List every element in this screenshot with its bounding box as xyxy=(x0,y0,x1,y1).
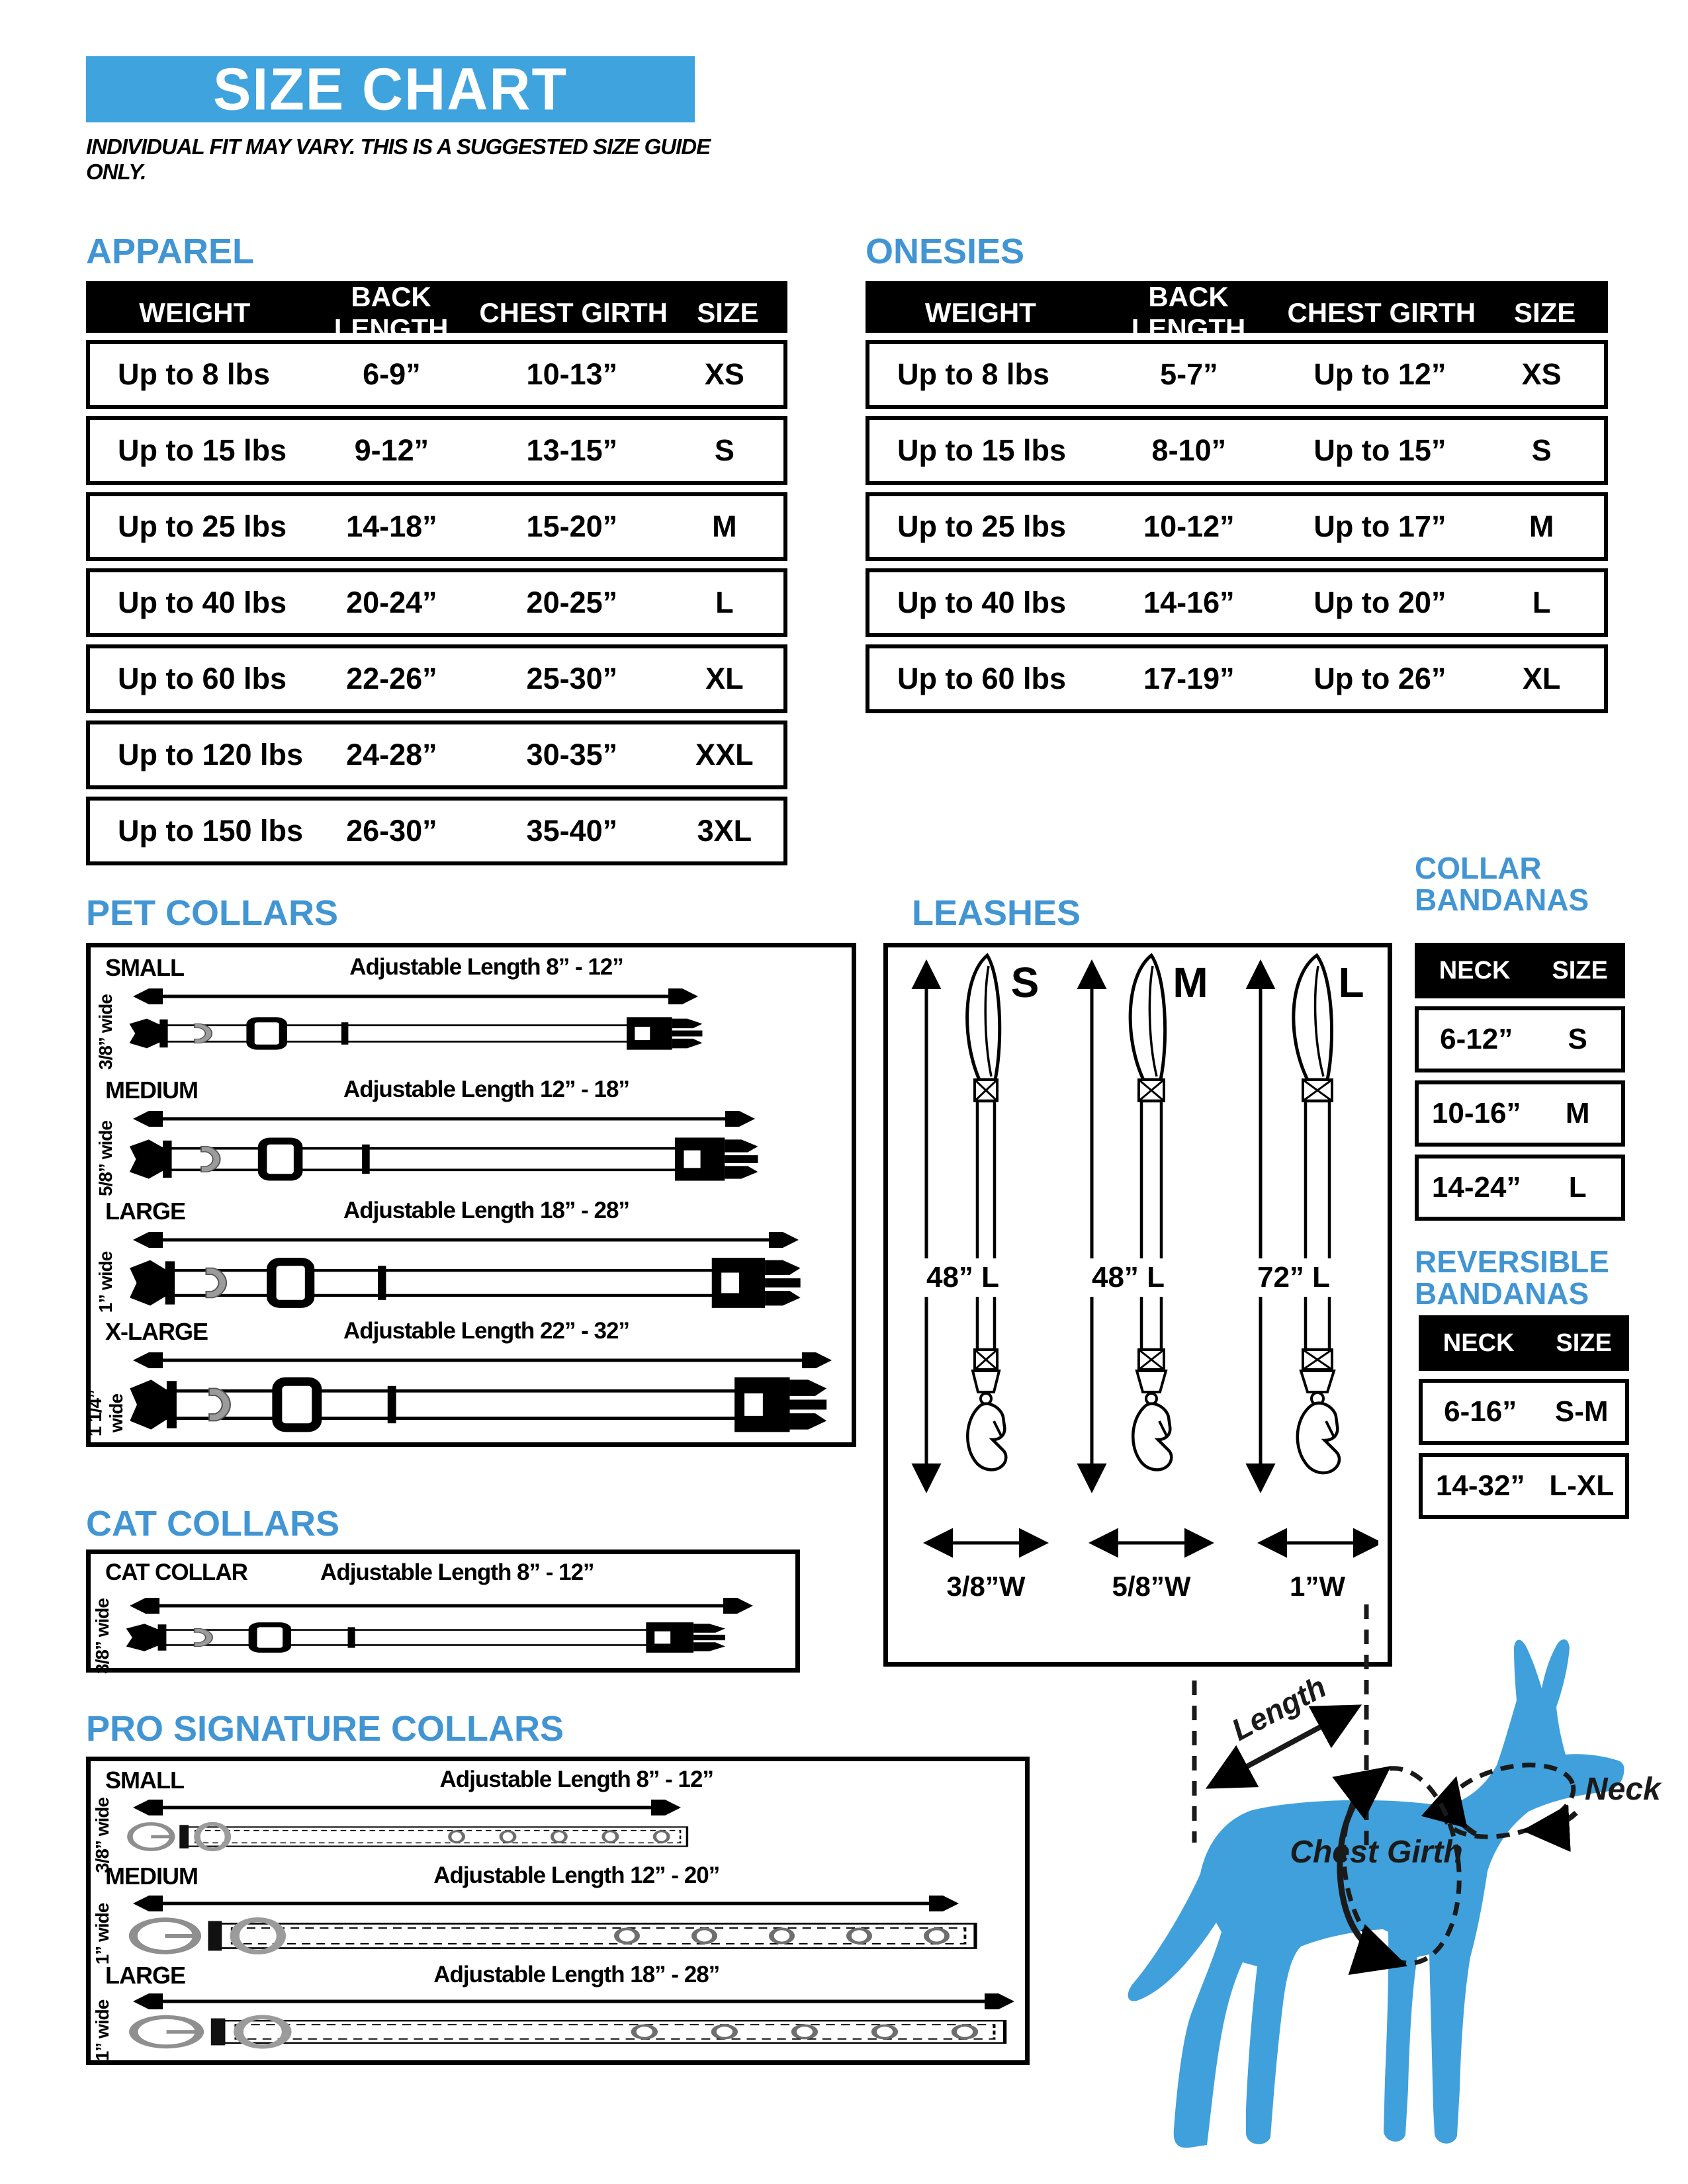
pro-collars-box xyxy=(86,1757,1030,2065)
collar-bandanas-table xyxy=(1415,943,1625,1221)
length-arrow-icon xyxy=(130,1993,1017,2009)
pet-collar-row xyxy=(85,1318,852,1437)
cell: S-M xyxy=(1554,1395,1609,1428)
bandana-table-header xyxy=(1415,943,1625,998)
cell: 35-40” xyxy=(526,814,618,848)
bandana-table-header xyxy=(1419,1315,1629,1371)
cell: Up to 150 lbs xyxy=(118,814,304,848)
cell: 5-7” xyxy=(1160,357,1218,391)
leash-size-label: L xyxy=(1338,959,1364,1006)
cell: L xyxy=(1532,586,1551,619)
table-row xyxy=(866,644,1608,713)
collar-diagram xyxy=(127,1015,709,1052)
belt-collar-diagram xyxy=(124,2012,1014,2052)
onesies-table-header xyxy=(866,281,1608,344)
cell: 10-13” xyxy=(526,357,618,391)
cell: L-XL xyxy=(1549,1469,1615,1502)
cell: L xyxy=(1568,1171,1587,1203)
collar-length-label: Adjustable Length 8” - 12” xyxy=(439,1767,713,1792)
cat-collars-box xyxy=(86,1550,800,1673)
leash-length-label: 72” L xyxy=(1257,1261,1331,1293)
cell: Up to 60 lbs xyxy=(118,662,287,695)
onesies-table xyxy=(866,281,1608,713)
cell: 6-12” xyxy=(1440,1023,1513,1055)
cell: 6-16” xyxy=(1444,1395,1517,1428)
column-header: BACK LENGTH xyxy=(1131,281,1246,344)
column-header: SIZE xyxy=(1513,297,1576,328)
length-label: Length xyxy=(1225,1669,1332,1747)
pro-collar-row xyxy=(91,1767,1025,1873)
pet-collar-row xyxy=(91,954,852,1073)
table-row xyxy=(86,644,787,713)
column-header: NECK xyxy=(1439,956,1511,984)
cell: L xyxy=(715,586,734,619)
cell: Up to 8 lbs xyxy=(897,357,1050,391)
dog-silhouette xyxy=(1128,1639,1624,2148)
cell: S xyxy=(714,433,734,467)
cell: XL xyxy=(705,662,744,695)
cell: 10-16” xyxy=(1431,1097,1521,1129)
chest-girth-label: Chest Girth xyxy=(1290,1835,1463,1870)
leash-width-label: 5/8”W xyxy=(1112,1571,1191,1602)
cell: 14-32” xyxy=(1435,1469,1525,1502)
reversible-bandanas-heading xyxy=(1415,1246,1653,1310)
reversible-bandanas-table xyxy=(1419,1315,1629,1519)
table-row xyxy=(1419,1379,1629,1445)
page-subtitle: INDIVIDUAL FIT MAY VARY. THIS IS A SUGGESTED SIZE GUIDE ONLY. xyxy=(86,134,711,184)
cell: 9-12” xyxy=(354,433,429,467)
collar-width-label: 1” wide xyxy=(92,1999,112,2062)
pro-collar-row xyxy=(91,1862,1025,1965)
collar-length-label: Adjustable Length 22” - 32” xyxy=(343,1318,629,1344)
table-row xyxy=(86,416,787,485)
leash-width-label: 1”W xyxy=(1290,1571,1345,1602)
leash-small xyxy=(926,955,1042,1543)
table-row xyxy=(86,492,787,561)
cell: 17-19” xyxy=(1143,662,1235,695)
collar-bandanas-heading xyxy=(1415,852,1653,916)
table-row xyxy=(86,721,787,789)
leash-large xyxy=(1261,955,1376,1543)
cell: Up to 15” xyxy=(1313,433,1446,467)
column-header: NECK xyxy=(1443,1329,1515,1357)
cell: S xyxy=(1531,433,1552,467)
collar-size-label: MEDIUM xyxy=(105,1076,198,1104)
cell: 24-28” xyxy=(346,738,437,771)
leash-length-label: 48” L xyxy=(1091,1261,1165,1293)
collar-size-label: SMALL xyxy=(105,954,184,981)
collar-width-label: 5/8” wide xyxy=(95,1121,116,1196)
cell: 14-18” xyxy=(346,509,437,543)
pet-collar-row xyxy=(91,1076,852,1196)
cell: Up to 40 lbs xyxy=(118,586,287,619)
cell: 10-12” xyxy=(1143,509,1235,543)
title-banner xyxy=(86,56,695,122)
cell: XL xyxy=(1522,662,1561,695)
heading-text: COLLAR BANDANAS xyxy=(1415,851,1589,918)
cell: XXL xyxy=(695,738,754,771)
collar-size-label: SMALL xyxy=(105,1767,184,1794)
cell: Up to 25 lbs xyxy=(118,509,287,543)
cell: 15-20” xyxy=(526,509,618,543)
table-row xyxy=(86,568,787,637)
collar-size-label: MEDIUM xyxy=(105,1862,198,1890)
length-arrow-icon xyxy=(130,1800,684,1815)
cell: Up to 20” xyxy=(1313,586,1446,619)
leash-medium xyxy=(1092,955,1208,1543)
apparel-table-header xyxy=(86,281,787,344)
leashes-heading: LEASHES xyxy=(912,893,1081,933)
column-header: CHEST GIRTH xyxy=(1287,297,1476,328)
column-header: SIZE xyxy=(1556,1329,1612,1357)
length-arrow-icon xyxy=(130,1896,961,1911)
cell: 25-30” xyxy=(526,662,618,695)
cell: 14-24” xyxy=(1431,1171,1521,1203)
leash-width-label: 3/8”W xyxy=(946,1571,1026,1602)
table-row xyxy=(866,492,1608,561)
length-arrow-icon xyxy=(130,1111,758,1127)
cell: XS xyxy=(1521,357,1562,391)
cell: 26-30” xyxy=(346,814,437,848)
length-arrow-icon xyxy=(130,988,701,1004)
collar-width-label: 1” wide xyxy=(92,1903,112,1965)
column-header: SIZE xyxy=(697,297,759,328)
apparel-heading: APPAREL xyxy=(86,232,255,271)
cell: M xyxy=(1565,1097,1590,1129)
column-header: WEIGHT xyxy=(139,297,251,328)
collar-size-label: CAT COLLAR xyxy=(105,1559,247,1585)
cell: 22-26” xyxy=(346,662,437,695)
table-row xyxy=(1419,1453,1629,1519)
cell: 30-35” xyxy=(526,738,618,771)
pet-collars-box xyxy=(86,943,856,1447)
cell: Up to 8 lbs xyxy=(118,357,271,391)
cell: Up to 60 lbs xyxy=(897,662,1067,695)
pro-collar-row xyxy=(91,1962,1025,2062)
heading-text: REVERSIBLE BANDANAS xyxy=(1415,1245,1609,1311)
table-row xyxy=(866,340,1608,409)
cell: 8-10” xyxy=(1151,433,1227,467)
cell: XS xyxy=(704,357,744,391)
cell: S xyxy=(1568,1023,1587,1055)
pro-collars-heading: PRO SIGNATURE COLLARS xyxy=(86,1709,564,1749)
collar-width-label: 1 1/4” wide xyxy=(85,1389,126,1437)
collar-diagram xyxy=(127,1254,809,1311)
cell: Up to 15 lbs xyxy=(897,433,1067,467)
pet-collars-heading: PET COLLARS xyxy=(86,893,339,933)
collar-length-label: Adjustable Length 18” - 28” xyxy=(343,1198,629,1223)
leashes-diagram xyxy=(888,947,1378,1653)
length-arrow-icon xyxy=(130,1232,801,1248)
onesies-heading: ONESIES xyxy=(866,232,1025,271)
leashes-box xyxy=(883,943,1392,1667)
cell: Up to 12” xyxy=(1313,357,1446,391)
cell: M xyxy=(1529,509,1554,543)
collar-diagram xyxy=(127,1374,835,1436)
cat-collars-heading: CAT COLLARS xyxy=(86,1504,339,1544)
collar-diagram xyxy=(127,1135,766,1184)
cell: 14-16” xyxy=(1143,586,1235,619)
collar-width-label: 3/8” wide xyxy=(92,1798,112,1873)
table-row xyxy=(1415,1080,1625,1147)
belt-collar-diagram xyxy=(124,1819,693,1854)
collar-diagram xyxy=(124,1620,733,1655)
cell: Up to 40 lbs xyxy=(897,586,1067,619)
collar-width-label: 1” wide xyxy=(95,1251,116,1313)
collar-size-label: X-LARGE xyxy=(105,1318,208,1345)
dog-measurement-diagram xyxy=(1085,1588,1688,2184)
leash-length-label: 48” L xyxy=(926,1261,1000,1293)
cell: Up to 120 lbs xyxy=(118,738,304,771)
length-arrow-icon xyxy=(127,1598,756,1614)
collar-length-label: Adjustable Length 8” - 12” xyxy=(320,1559,594,1585)
column-header: BACK LENGTH xyxy=(333,281,449,344)
neck-label: Neck xyxy=(1585,1772,1661,1807)
table-row xyxy=(1415,1006,1625,1072)
cell: 3XL xyxy=(697,814,752,848)
column-header: CHEST GIRTH xyxy=(479,297,668,328)
table-row xyxy=(866,416,1608,485)
table-row xyxy=(1415,1155,1625,1221)
page-title: SIZE CHART xyxy=(213,56,568,122)
collar-length-label: Adjustable Length 18” - 28” xyxy=(433,1962,720,1987)
cell: 13-15” xyxy=(526,433,618,467)
cell: Up to 26” xyxy=(1313,662,1446,695)
cell: M xyxy=(712,509,737,543)
cell: 6-9” xyxy=(363,357,421,391)
collar-length-label: Adjustable Length 12” - 18” xyxy=(343,1076,629,1102)
cell: 20-24” xyxy=(346,586,437,619)
leash-size-label: M xyxy=(1173,959,1208,1006)
length-arrow-icon xyxy=(130,1352,834,1368)
column-header: SIZE xyxy=(1552,956,1608,984)
table-row xyxy=(86,797,787,865)
apparel-table xyxy=(86,281,787,865)
table-row xyxy=(86,340,787,409)
collar-length-label: Adjustable Length 12” - 20” xyxy=(433,1862,720,1888)
collar-size-label: LARGE xyxy=(105,1962,185,1989)
belt-collar-diagram xyxy=(124,1914,984,1958)
table-row xyxy=(866,568,1608,637)
cell: Up to 15 lbs xyxy=(118,433,287,467)
collar-width-label: 3/8” wide xyxy=(92,1598,112,1674)
pet-collar-row xyxy=(91,1198,852,1317)
cell: 20-25” xyxy=(526,586,618,619)
cell: Up to 17” xyxy=(1313,509,1446,543)
leash-size-label: S xyxy=(1010,959,1040,1006)
collar-length-label: Adjustable Length 8” - 12” xyxy=(349,954,623,980)
collar-width-label: 3/8” wide xyxy=(95,994,116,1070)
column-header: WEIGHT xyxy=(924,297,1036,328)
neck-arrow-icon xyxy=(1533,1813,1576,1830)
cell: Up to 25 lbs xyxy=(897,509,1067,543)
collar-size-label: LARGE xyxy=(105,1198,185,1225)
